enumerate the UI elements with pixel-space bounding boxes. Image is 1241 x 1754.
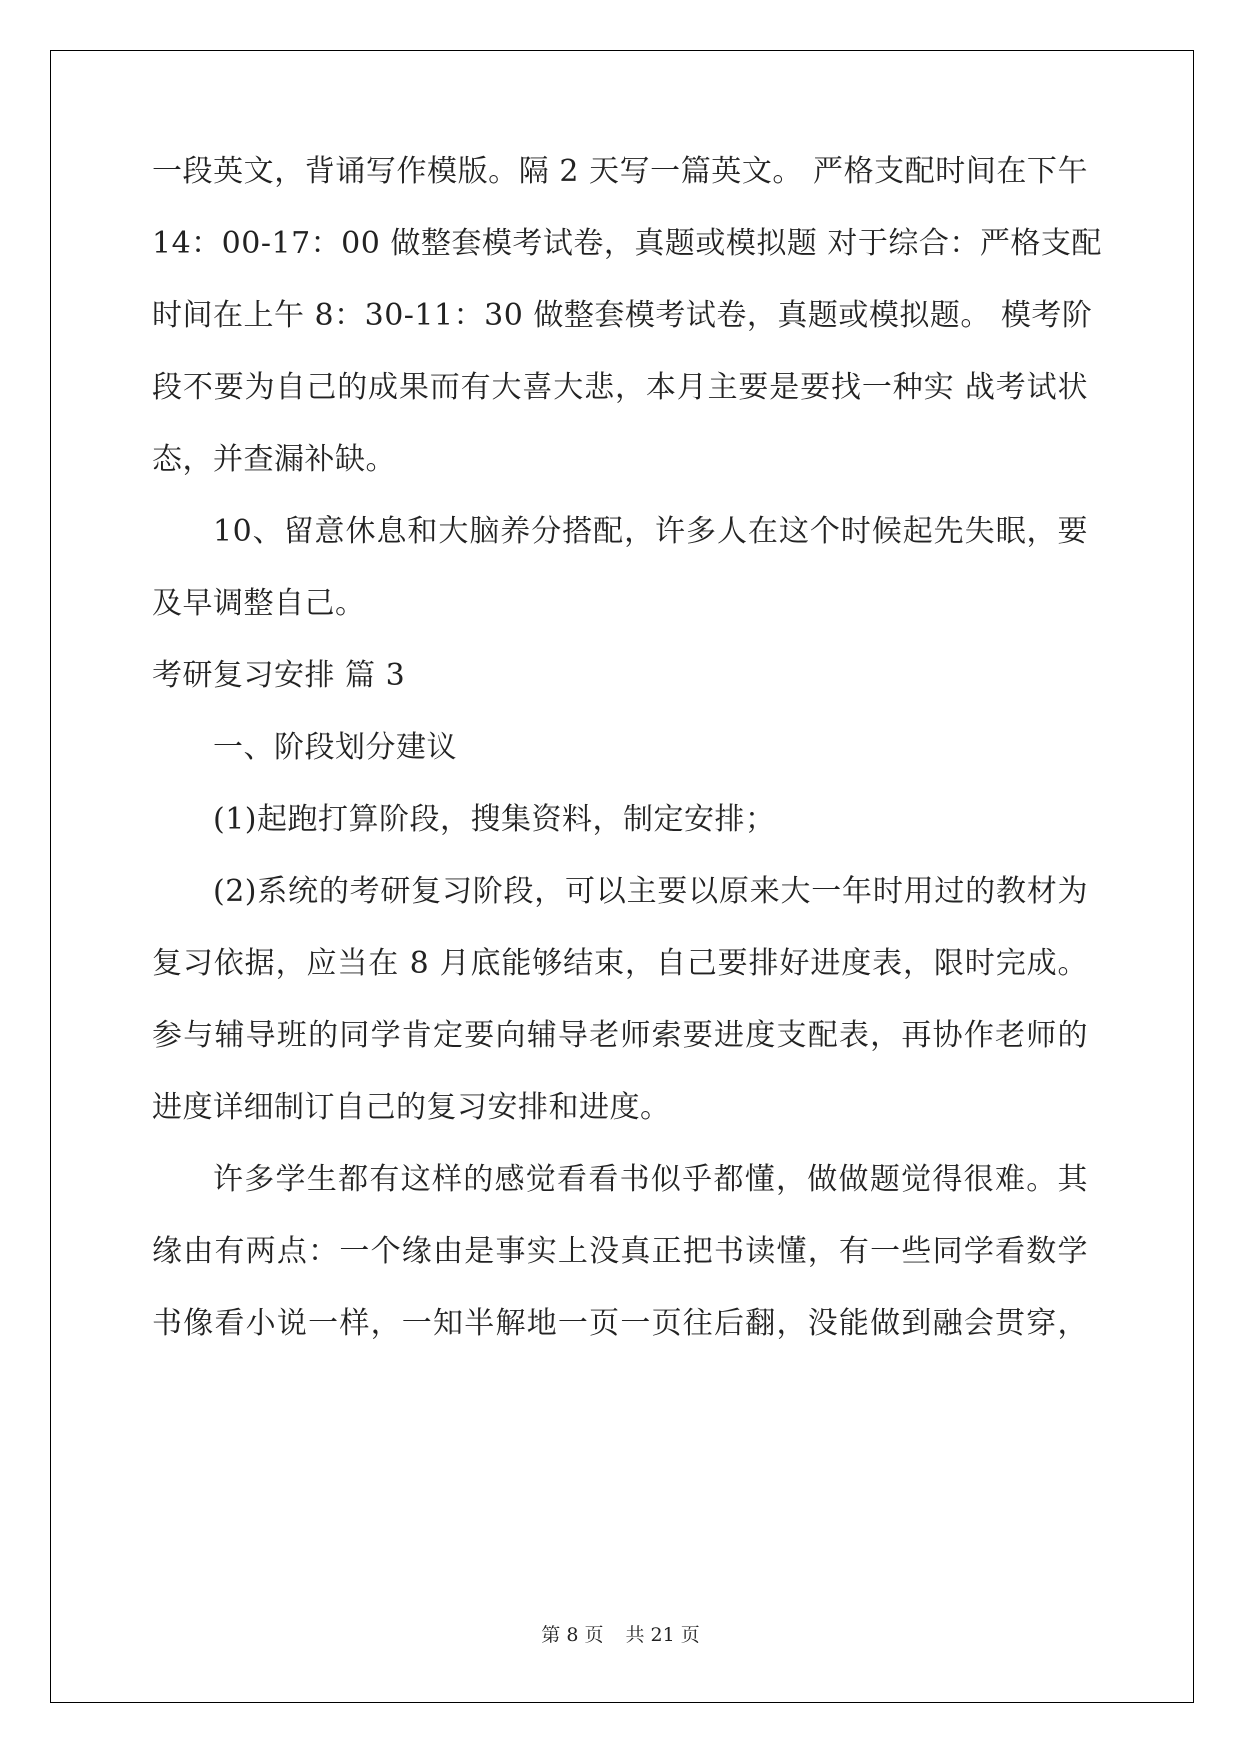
body-line: 10、留意休息和大脑养分搭配，许多人在这个时候起先失眠，要 (213, 514, 1088, 549)
page-total: 共 21 页 (625, 1624, 700, 1646)
body-line: 许多学生都有这样的感觉看看书似乎都懂，做做题觉得很难。其 (213, 1162, 1088, 1197)
body-line: (1)起跑打算阶段，搜集资料，制定安排； (213, 802, 776, 837)
body-line: 一段英文，背诵写作模版。隔 2 天写一篇英文。 严格支配时间在下午 (152, 154, 1088, 189)
body-line: 书像看小说一样，一知半解地一页一页往后翻，没能做到融会贯穿， (152, 1306, 1088, 1341)
body-line: (2)系统的考研复习阶段，可以主要以原来大一年时用过的教材为 (213, 874, 1088, 909)
page-number: 第 8 页 (541, 1624, 604, 1646)
body-line: 缘由有两点：一个缘由是事实上没真正把书读懂，有一些同学看数学 (152, 1234, 1088, 1269)
body-line: 时间在上午 8：30-11：30 做整套模考试卷，真题或模拟题。 模考阶 (152, 298, 1093, 333)
subheading: 一、阶段划分建议 (213, 730, 457, 765)
body-line: 参与辅导班的同学肯定要向辅导老师索要进度支配表，再协作老师的 (152, 1018, 1088, 1053)
body-line: 复习依据，应当在 8 月底能够结束，自己要排好进度表，限时完成。 (152, 946, 1088, 981)
body-line: 进度详细制订自己的复习安排和进度。 (152, 1090, 671, 1125)
section-heading: 考研复习安排 篇 3 (152, 658, 406, 693)
body-line: 14：00-17：00 做整套模考试卷，真题或模拟题 对于综合：严格支配 (152, 226, 1102, 261)
body-line: 段不要为自己的成果而有大喜大悲，本月主要是要找一种实 战考试状 (152, 370, 1088, 405)
page-footer (0, 1620, 1241, 1647)
body-line: 态，并查漏补缺。 (152, 442, 396, 477)
body-line: 及早调整自己。 (152, 586, 366, 621)
